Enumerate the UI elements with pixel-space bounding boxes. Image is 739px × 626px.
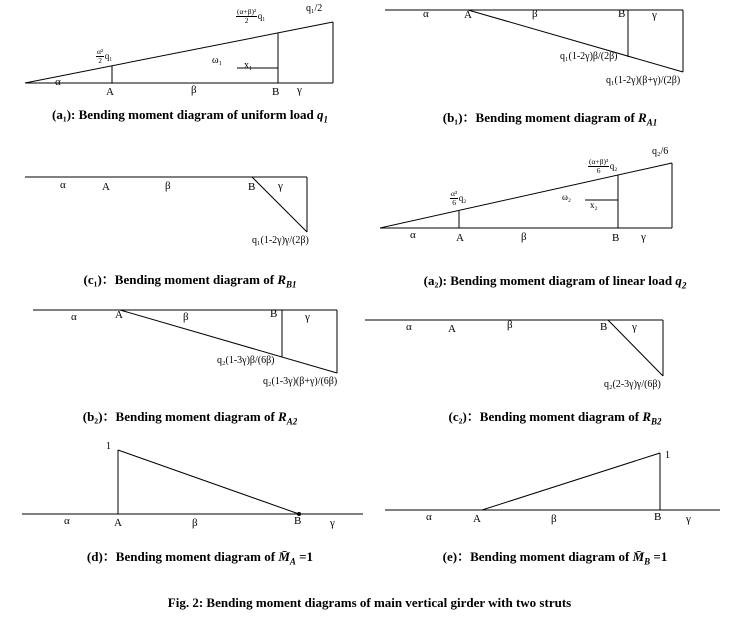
a2-axis-a: A [456, 232, 464, 244]
c1-axis-a: A [102, 181, 110, 193]
caption-a1: (a₁): Bending moment diagram of uniform load $q_1$ [52, 107, 328, 125]
b1-axis-a: A [464, 9, 472, 21]
e-axis-alpha: α [426, 511, 432, 523]
d-axis-beta: β [192, 517, 198, 529]
e-axis-beta: β [551, 513, 557, 525]
d-unit-label: 1 [106, 441, 111, 452]
a1-axis-a: A [106, 86, 114, 98]
e-slope-line [482, 453, 660, 510]
a1-axis-beta: β [191, 84, 197, 96]
c2-axis-b: B [600, 321, 608, 333]
c1-axis-alpha: α [60, 179, 66, 191]
a1-axis-b: B [272, 86, 280, 98]
a2-peak-label: q₂/6 [652, 146, 669, 157]
c2-moment-label-end: q₂(2-3γ)γ/(6β) [604, 379, 661, 390]
caption-e: (e)：Bending moment diagram of $M̄_B =1$ [442, 549, 668, 567]
c1-axis-b: B [248, 181, 256, 193]
a2-axis-beta: β [521, 231, 527, 243]
b1-axis-alpha: α [423, 8, 429, 20]
d-axis-b: B [294, 515, 302, 527]
c2-axis-beta: β [507, 319, 513, 331]
d-axis-alpha: α [64, 515, 70, 527]
e-unit-label: 1 [665, 450, 670, 461]
d-axis-a: A [114, 517, 122, 529]
a1-x-label: x₁ [244, 60, 253, 71]
a1-axis-alpha: α [55, 76, 61, 88]
b2-axis-a: A [115, 309, 123, 321]
a1-peak-label: q₁/2 [306, 3, 323, 14]
caption-b1: (b₁)：Bending moment diagram of $R_{A1}$ [442, 110, 658, 128]
c1-moment-label-end: q₁(1-2γ)γ/(2β) [252, 235, 309, 246]
c2-axis-alpha: α [406, 321, 412, 333]
figure-caption: Fig. 2: Bending moment diagrams of main vertical girder with two struts [167, 595, 572, 610]
a1-fraction-b: $\frac{\text{(α+β)²}}{2}$ q₁ [237, 7, 266, 25]
a2-omega-label: ω₂ [562, 192, 572, 202]
a1-slope-line [25, 22, 333, 83]
b1-moment-label-mid: q₁(1-2γ)β/(2β) [560, 51, 618, 62]
b2-axis-beta: β [183, 311, 189, 323]
a2-fraction-a: $\frac{\text{α³}}{6}$ q₂ [451, 189, 467, 207]
b1-axis-b: B [618, 8, 626, 20]
a2-axis-gamma: γ [641, 231, 646, 243]
b1-axis-beta: β [532, 8, 538, 20]
b2-moment-label-end: q₂(1-3γ)(β+γ)/(6β) [263, 376, 338, 387]
a1-axis-gamma: γ [297, 84, 302, 96]
a1-fraction-a: $\frac{\text{α²}}{2}$ q₁ [97, 47, 113, 65]
b1-axis-gamma: γ [652, 9, 657, 21]
b2-axis-alpha: α [71, 311, 77, 323]
a2-x-label: x₂ [590, 200, 598, 210]
a1-omega-label: ω₁ [212, 55, 223, 66]
d-slope-line [118, 450, 299, 514]
b1-moment-label-end: q₁(1-2γ)(β+γ)/(2β) [606, 75, 681, 86]
caption-b2: (b₂)：Bending moment diagram of $R_{A2}$ [82, 409, 298, 427]
c1-axis-gamma: γ [278, 180, 283, 192]
caption-d: (d)：Bending moment diagram of $M̄_A =1$ [86, 549, 314, 567]
a2-fraction-b: $\frac{\text{(α+β)³}}{6}$ q₂ [589, 157, 618, 175]
e-axis-a: A [473, 513, 481, 525]
a2-axis-alpha: α [410, 229, 416, 241]
d-axis-gamma: γ [330, 517, 335, 529]
e-axis-b: B [654, 511, 662, 523]
b2-axis-b: B [270, 308, 278, 320]
caption-c2: (c₂)：Bending moment diagram of $R_{B2}$ [448, 409, 662, 427]
a2-axis-b: B [612, 232, 620, 244]
c2-axis-a: A [448, 323, 456, 335]
b1-slope-line [468, 10, 683, 72]
caption-c1: (c₁)：Bending moment diagram of $R_{B1}$ [83, 272, 297, 290]
c1-axis-beta: β [165, 180, 171, 192]
e-axis-gamma: γ [686, 513, 691, 525]
caption-a2: (a₂): Bending moment diagram of linear load $q_2$ [423, 273, 687, 291]
c2-axis-gamma: γ [632, 321, 637, 333]
b2-axis-gamma: γ [305, 311, 310, 323]
a2-slope-line [380, 163, 672, 228]
b2-moment-label-mid: q₂(1-3γ)β/(6β) [217, 355, 275, 366]
